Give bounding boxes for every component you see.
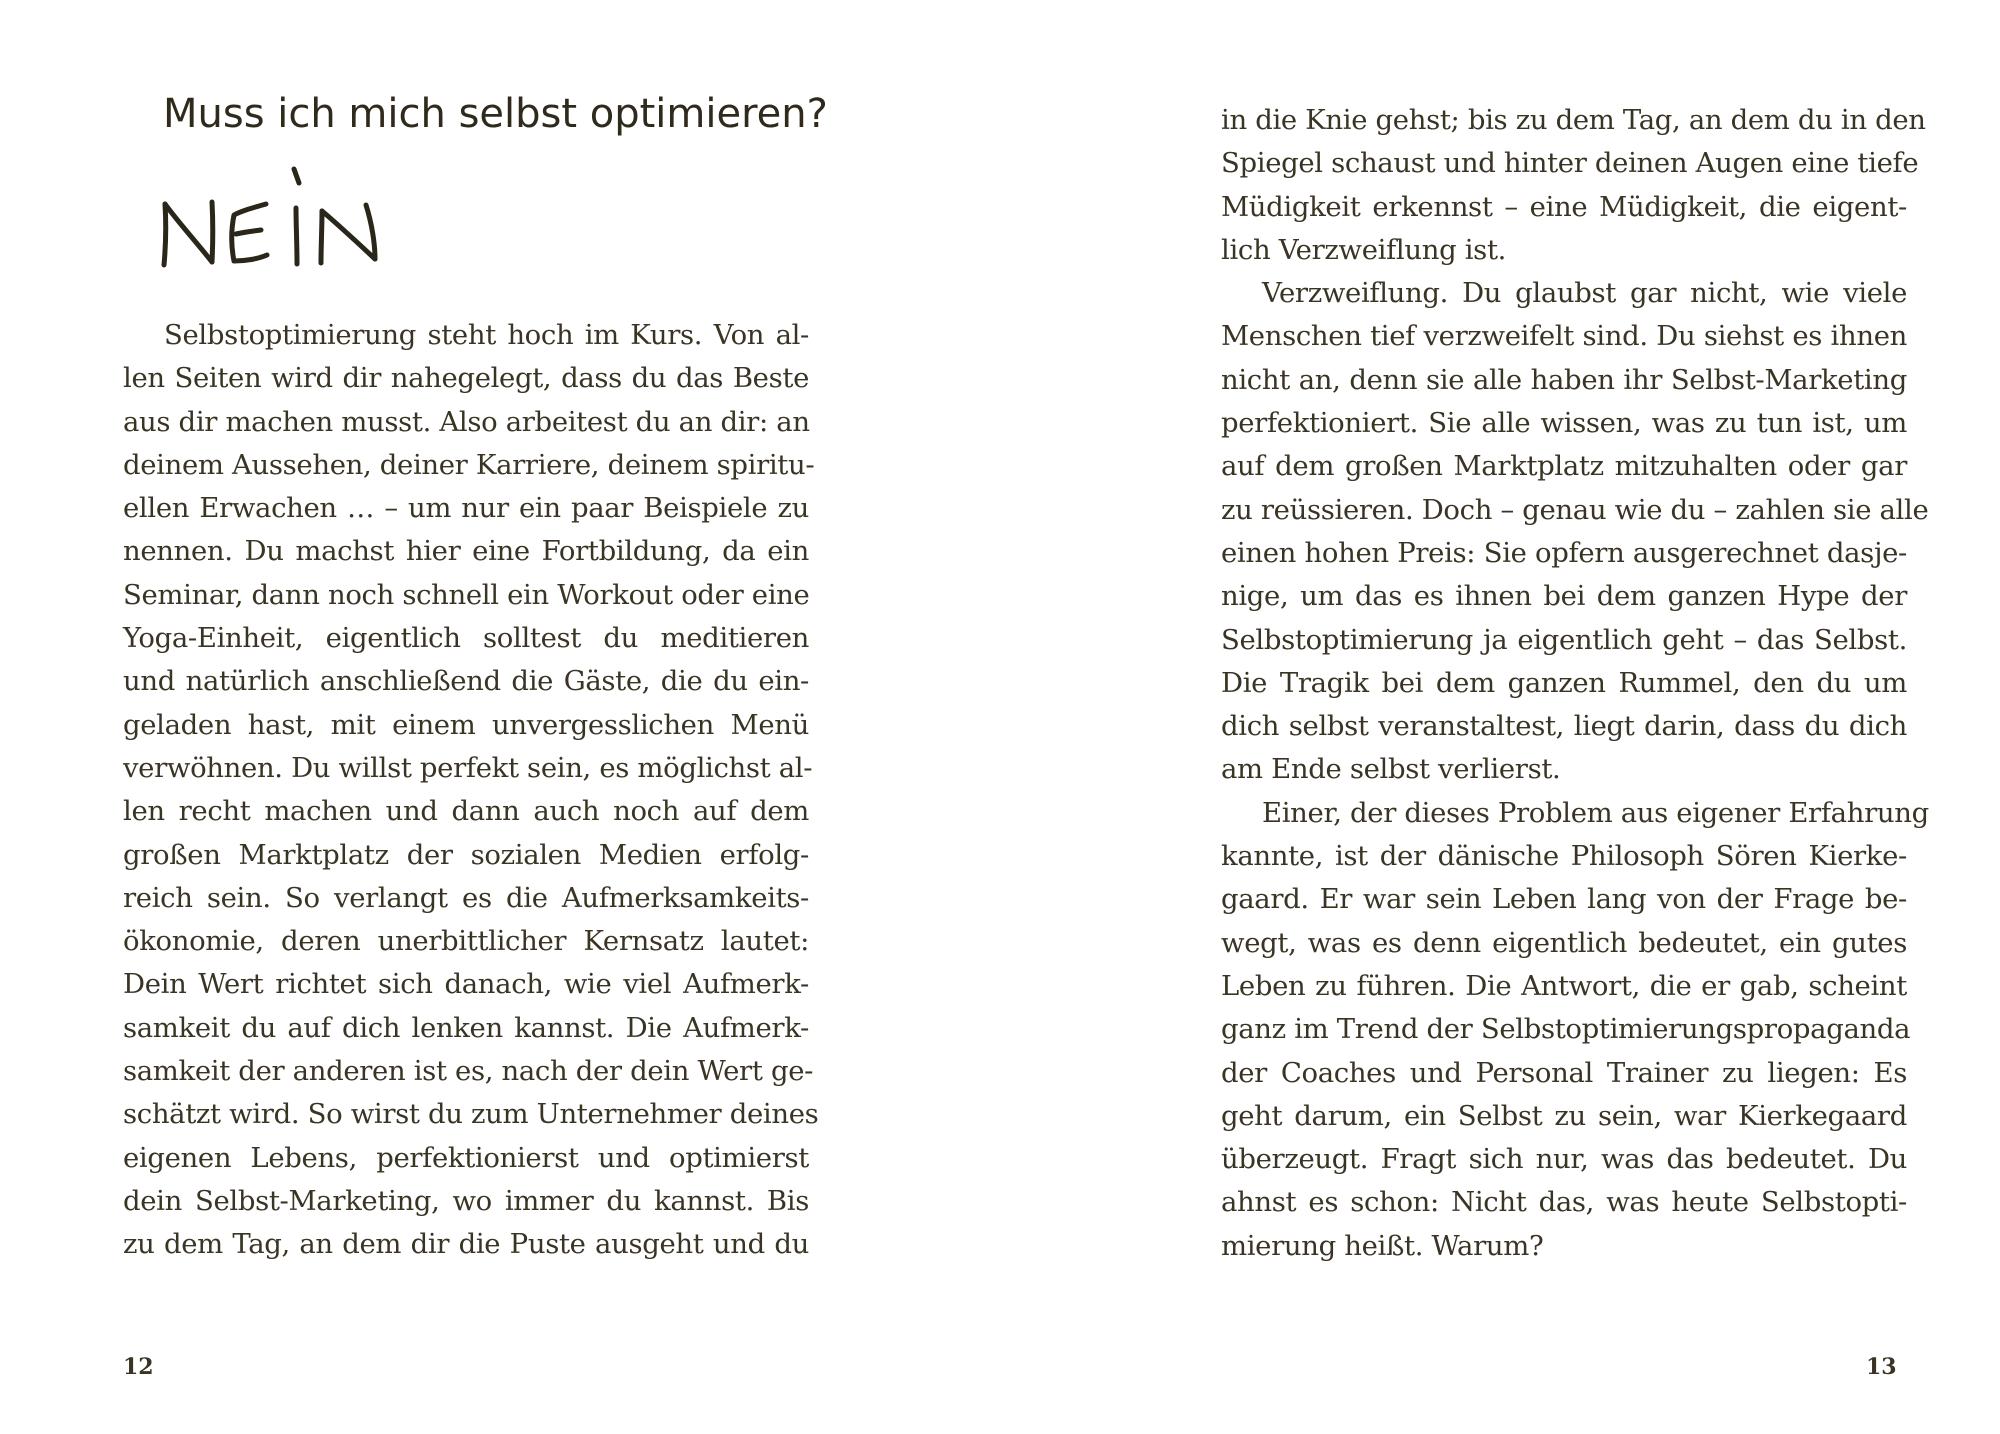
text-line: in die Knie gehst; bis zu dem Tag, an dem du in den bbox=[1221, 104, 1926, 136]
body-text-right bbox=[1221, 99, 1929, 1268]
text-line: Menschen tief verzweifelt sind. Du siehst es ihnen bbox=[1221, 320, 1907, 353]
stroke-n2-diagonal bbox=[322, 211, 375, 259]
stroke-n1-diagonal bbox=[165, 204, 212, 262]
text-line: und natürlich anschließend die Gäste, die du ein- bbox=[123, 665, 809, 698]
text-line: ökonomie, deren unerbittlicher Kernsatz lautet: bbox=[123, 925, 809, 958]
handwritten-nein-drawing bbox=[150, 158, 400, 278]
text-line: Yoga-Einheit, eigentlich solltest du meditieren bbox=[123, 622, 809, 655]
stroke-n1-left bbox=[164, 204, 166, 265]
text-line: einen hohen Preis: Sie opfern ausgerechnet dasje- bbox=[1221, 536, 1907, 569]
stroke-i bbox=[296, 208, 297, 264]
text-line: Verzweiflung. Du glaubst gar nicht, wie viele bbox=[1262, 277, 1907, 310]
stroke-n1-right bbox=[212, 202, 213, 262]
text-line: nige, um das es ihnen bei dem ganzen Hype der bbox=[1221, 580, 1907, 613]
text-line: verwöhnen. Du willst perfekt sein, es möglichst al- bbox=[123, 751, 813, 784]
text-line: Dein Wert richtet sich danach, wie viel Aufmerk- bbox=[123, 968, 809, 1001]
page-number: 12 bbox=[123, 1354, 154, 1380]
text-line: lich Verzweiflung ist. bbox=[1221, 233, 1507, 266]
text-line: Müdigkeit erkennst – eine Müdigkeit, die eigent- bbox=[1221, 190, 1907, 223]
text-line: zu reüssieren. Doch – genau wie du – zahlen sie alle bbox=[1221, 493, 1929, 526]
text-line: überzeugt. Fragt sich nur, was das bedeutet. Du bbox=[1221, 1143, 1907, 1176]
text-line: geht darum, ein Selbst zu sein, war Kierkegaard bbox=[1221, 1099, 1907, 1132]
text-line: am Ende selbst verlierst. bbox=[1221, 753, 1561, 786]
right-page bbox=[1000, 0, 2000, 1434]
text-line: Leben zu führen. Die Antwort, die er gab, scheint bbox=[1221, 969, 1907, 1002]
text-line: perfektioniert. Sie alle wissen, was zu tun ist, um bbox=[1221, 407, 1907, 440]
text-line: ahnst es schon: Nicht das, was heute Selbstopti- bbox=[1221, 1186, 1907, 1219]
text-line: dich selbst veranstaltest, liegt darin, dass du dich bbox=[1221, 710, 1907, 743]
text-line: Spiegel schaust und hinter deinen Augen eine tiefe bbox=[1221, 147, 1919, 180]
stroke-n2-left bbox=[321, 211, 322, 263]
text-line: eigenen Lebens, perfektionierst und optimierst bbox=[123, 1141, 809, 1174]
handwritten-answer bbox=[150, 158, 400, 278]
text-line: Seminar, dann noch schnell ein Workout oder eine bbox=[123, 578, 810, 611]
text-line: Selbstoptimierung ja eigentlich geht – das Selbst. bbox=[1221, 623, 1907, 656]
text-line: ganz im Trend der Selbstoptimierungspropaganda bbox=[1221, 1013, 1911, 1046]
text-line: aus dir machen musst. Also arbeitest du an dir: an bbox=[123, 405, 810, 438]
text-line: wegt, was es denn eigentlich bedeutet, ein gutes bbox=[1221, 926, 1907, 959]
text-line: ellen Erwachen … – um nur ein paar Beispiele zu bbox=[123, 492, 809, 525]
text-line: nennen. Du machst hier eine Fortbildung, da ein bbox=[123, 535, 809, 568]
text-line: Die Tragik bei dem ganzen Rummel, den du um bbox=[1221, 666, 1907, 699]
text-line: nicht an, denn sie alle haben ihr Selbst-Marketing bbox=[1221, 363, 1907, 396]
text-line: dein Selbst-Marketing, wo immer du kannst. Bis bbox=[123, 1184, 809, 1217]
body-text-left bbox=[123, 314, 819, 1267]
text-line: samkeit der anderen ist es, nach der dein Wert ge- bbox=[123, 1055, 814, 1088]
text-line: zu dem Tag, an dem dir die Puste ausgeht und du bbox=[123, 1228, 809, 1261]
answer-text bbox=[150, 278, 151, 279]
stroke-i-accent bbox=[294, 169, 299, 183]
chapter-heading: Muss ich mich selbst optimieren? bbox=[163, 91, 828, 137]
page-number: 13 bbox=[1866, 1354, 1897, 1380]
text-line: deinem Aussehen, deiner Karriere, deinem spiritu- bbox=[123, 448, 815, 481]
text-line: Selbstoptimierung steht hoch im Kurs. Von al- bbox=[164, 319, 809, 351]
text-line: samkeit du auf dich lenken kannst. Die Aufmerk- bbox=[123, 1011, 809, 1044]
text-line: kannte, ist der dänische Philosoph Sören Kierke- bbox=[1221, 840, 1907, 873]
text-line: gaard. Er war sein Leben lang von der Frage be- bbox=[1221, 883, 1907, 916]
text-line: mierung heißt. Warum? bbox=[1221, 1229, 1544, 1262]
stroke-e-middle bbox=[236, 230, 261, 234]
text-line: großen Marktplatz der sozialen Medien erfolg- bbox=[123, 838, 809, 871]
text-line: geladen hast, mit einem unvergesslichen Menü bbox=[123, 708, 809, 741]
text-line: len Seiten wird dir nahegelegt, dass du das Beste bbox=[123, 362, 809, 395]
text-line: Einer, der dieses Problem aus eigener Erfahrung bbox=[1262, 796, 1929, 829]
text-line: auf dem großen Marktplatz mitzuhalten oder gar bbox=[1221, 450, 1907, 483]
text-line: schätzt wird. So wirst du zum Unternehmer deines bbox=[123, 1098, 819, 1131]
text-line: der Coaches und Personal Trainer zu liegen: Es bbox=[1221, 1056, 1907, 1089]
text-line: reich sein. So verlangt es die Aufmerksamkeits- bbox=[123, 881, 809, 914]
text-line: len recht machen und dann auch noch auf dem bbox=[123, 795, 809, 828]
